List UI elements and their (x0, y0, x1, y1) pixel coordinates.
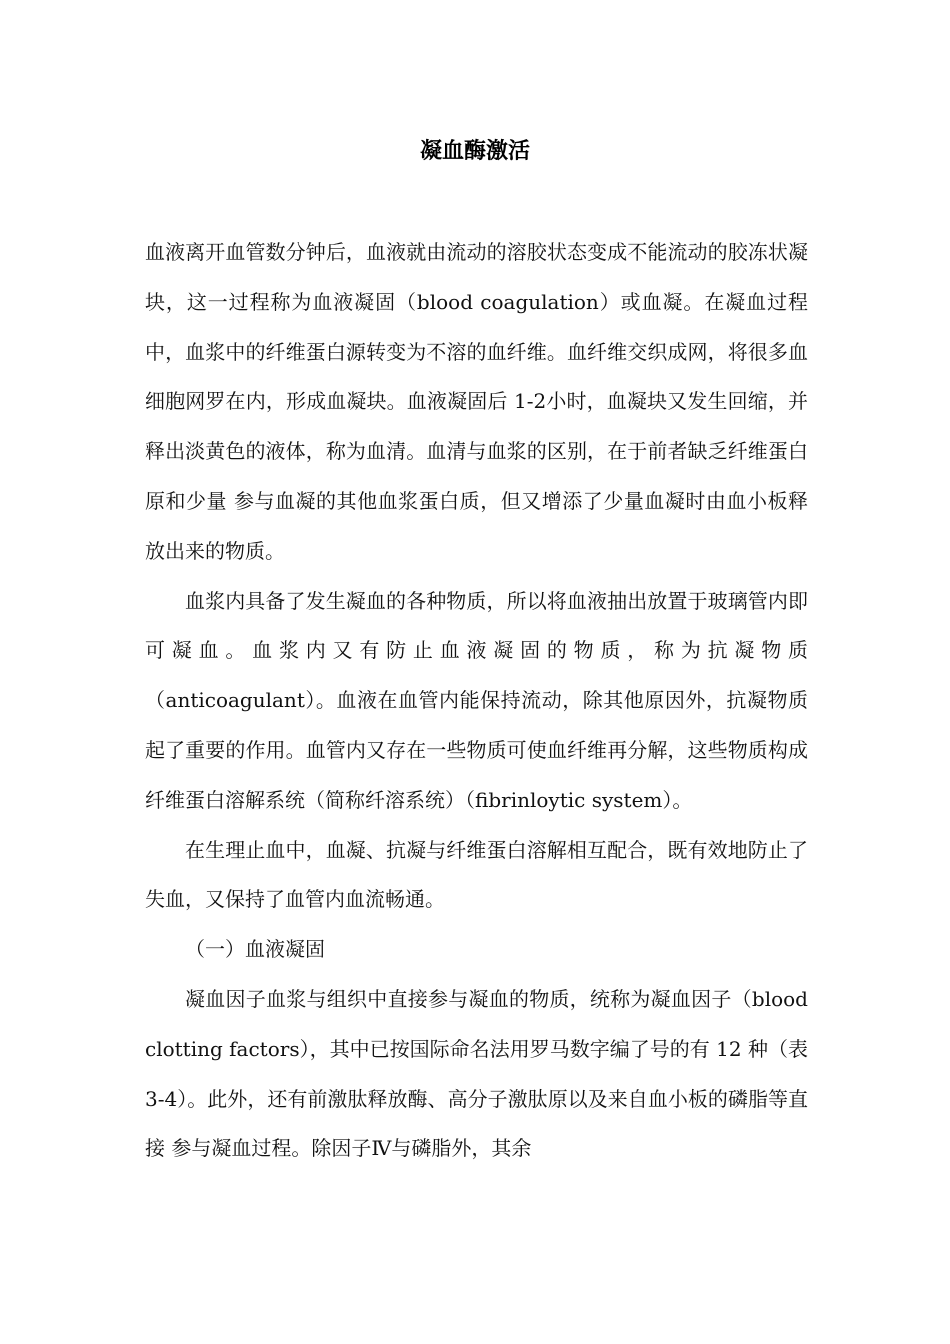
paragraph-3: 在生理止血中，血凝、抗凝与纤维蛋白溶解相互配合，既有效地防止了失血，又保持了血管内血流畅通。 (145, 837, 808, 912)
document-body (145, 228, 808, 1174)
paragraph-2: 血浆内具备了发生凝血的各种物质，所以将血液抽出放置于玻璃管内即可凝血。血浆内又有防止血液凝固的物质，称为抗凝物质（anticoagulant）。血液在血管内能保持流动，除其他原因外，抗凝物质起了重要的作用。血管内又存在一些物质可使血纤维再分解，这些物质构成纤维蛋白溶解系统（简称纤溶系统）（fibrinloytic system）。 (145, 588, 808, 812)
paragraph-4: 凝血因子血浆与组织中直接参与凝血的物质，统称为凝血因子（blood clotting factors），其中已按国际命名法用罗马数字编了号的有 12 种（表 3-4）。此外，还有前激肽释放酶、高分子激肽原以及来自血小板的磷脂等直接 参与凝血过程。除因子Ⅳ与磷脂外，其余 (145, 986, 808, 1161)
page-title: 凝血酶激活 (419, 138, 530, 164)
section-heading: （一）血液凝固 (185, 937, 325, 962)
paragraph-1: 血液离开血管数分钟后，血液就由流动的溶胶状态变成不能流动的胶冻状凝块，这一过程称为血液凝固（blood coagulation）或血凝。在凝血过程中，血浆中的纤维蛋白源转变为不溶的血纤维。血纤维交织成网，将很多血细胞网罗在内，形成血凝块。血液凝固后 1-2小时，血凝块又发生回缩，并释出淡黄色的液体，称为血清。血清与血浆的区别，在于前者缺乏纤维蛋白原和少量 参与血凝的其他血浆蛋白质，但又增添了少量血凝时由血小板释放出来的物质。 (145, 240, 808, 563)
